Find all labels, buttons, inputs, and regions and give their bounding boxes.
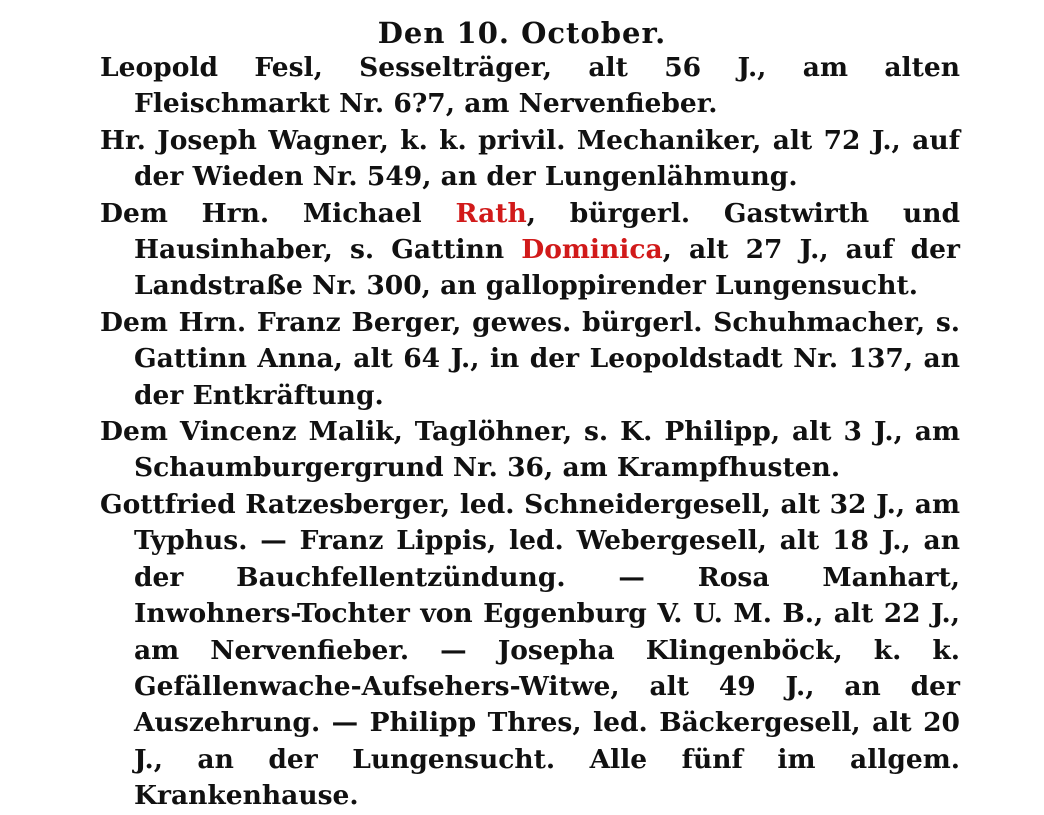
- entry-text-after: , alt 27 J., auf der Landstraße Nr. 300, an galloppirender Lungensucht.: [134, 234, 960, 302]
- register-entry-malik: Dem Vincenz Malik, Taglöhner, s. K. Philipp, alt 3 J., am Schaumburgergrund Nr. 36, am Krampfhusten.: [100, 416, 960, 484]
- date-heading: Den 10. October.: [377, 16, 667, 50]
- highlighted-surname: Rath: [455, 197, 527, 229]
- register-entry-fesl: Leopold Fesl, Sesselträger, alt 56 J., am alten Fleischmarkt Nr. 6?7, am Nervenfieber.: [100, 52, 960, 120]
- entry-text-before: Dem Hrn. Michael: [100, 197, 456, 229]
- register-entry-wagner: Hr. Joseph Wagner, k. k. privil. Mechaniker, alt 72 J., auf der Wieden Nr. 549, an der Lungenlähmung.: [100, 124, 960, 193]
- register-entry-rath: [100, 196, 960, 305]
- death-register-list: [100, 50, 960, 815]
- register-entry-hospital: Gottfried Ratzesberger, led. Schneidergesell, alt 32 J., am Typhus. — Franz Lippis, led. Webergesell, alt 18 J., an der Bauchfellentzündung. — Rosa Manhart, Inwohners-Tochter von Eggenburg V. U. M. B., alt 22 J., am Nervenfieber. — Josepha Klingenböck, k. k. Gefällenwache-Aufsehers-Witwe, alt 49 J., an der Auszehrung. — Philipp Thres, led. Bäckergesell, alt 20 J., an der Lungensucht. Alle fünf im allgem. Krankenhause.: [100, 488, 960, 812]
- entry-text-middle: , bürgerl. Gastwirth und Hausinhaber, s. Gattinn: [134, 197, 960, 266]
- register-entry-berger: Dem Hrn. Franz Berger, gewes. bürgerl. Schuhmacher, s. Gattinn Anna, alt 64 J., in der Leopoldstadt Nr. 137, an der Entkräftung.: [100, 306, 960, 411]
- highlighted-given-name: Dominica: [521, 234, 663, 266]
